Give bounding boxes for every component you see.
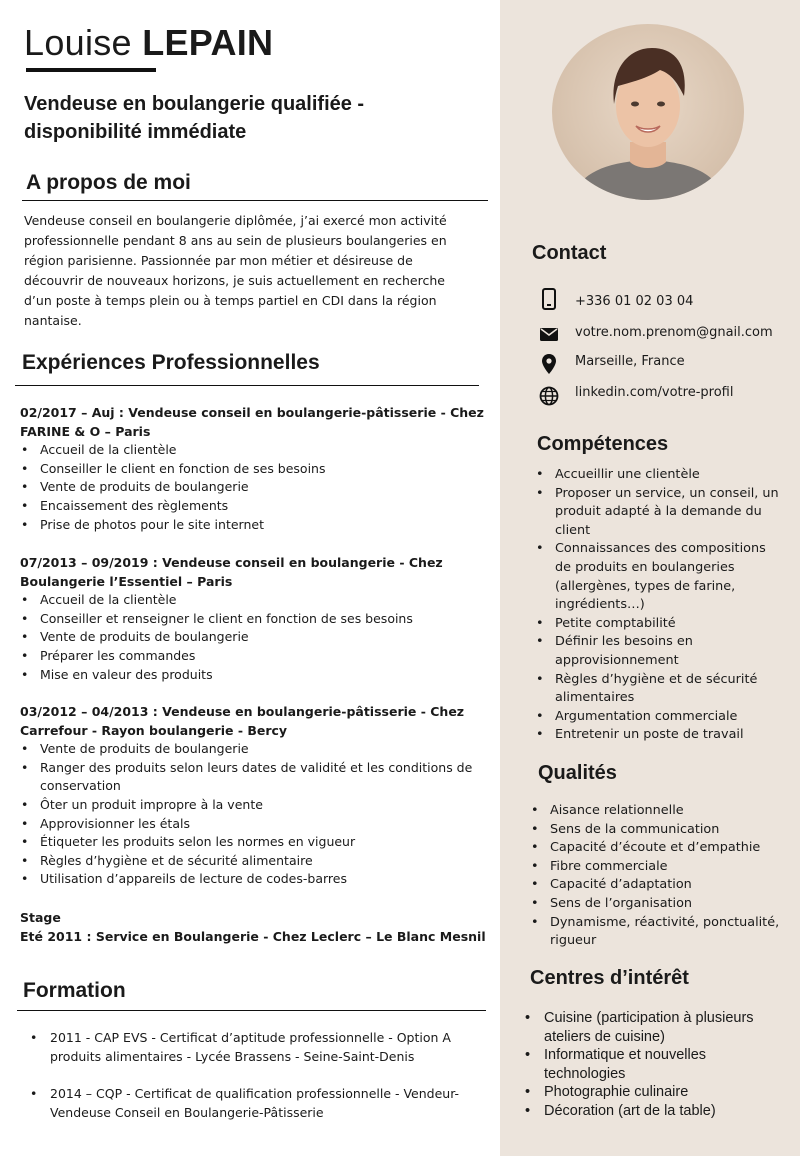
phone-text: +336 01 02 03 04: [575, 294, 694, 309]
task-item: • Conseiller le client en fonction de ses besoins: [20, 460, 498, 479]
interet-item: • Décoration (art de la table): [524, 1102, 789, 1121]
interet-item: • Informatique et nouvelles technologies: [524, 1046, 789, 1083]
competence-item: • Entretenir un poste de travail: [535, 726, 785, 745]
task-item: • Approvisionner les étals: [20, 815, 498, 834]
task-item: • Encaissement des règlements: [20, 497, 498, 516]
about-text: Vendeuse conseil en boulangerie diplômée, j’ai exercé mon activité professionnelle pendant 8 ans au sein de plusieurs boulangeries en région parisienne. Passionnée par mon métier et désireuse de découvrir de nouveaux horizons, je suis actuellement en recherche d’un poste à temps plein ou à temps partiel en CDI dans la région nantaise.: [24, 213, 447, 328]
contact-linkedin: [538, 385, 788, 409]
competences-heading: Compétences: [537, 433, 669, 455]
experience-entry: [20, 404, 498, 534]
mail-icon: [538, 323, 560, 345]
task-item: • Vente de produits de boulangerie: [20, 740, 498, 759]
qualite-item: • Aisance relationnelle: [530, 802, 790, 821]
last-name: LEPAIN: [142, 22, 274, 63]
task-list: [20, 591, 498, 684]
contact-location: [538, 353, 788, 377]
task-item: • Étiqueter les produits selon les normes en vigueur: [20, 833, 498, 852]
profile-photo: [552, 24, 744, 200]
experience-title: 03/2012 – 04/2013 : Vendeuse en boulangerie-pâtisserie - Chez Carrefour - Rayon boulangerie - Bercy: [20, 704, 465, 738]
interets-heading: Centres d’intérêt: [530, 967, 689, 989]
stage-text: Eté 2011 : Service en Boulangerie - Chez Leclerc – Le Blanc Mesnil: [20, 928, 486, 944]
qualite-item: • Dynamisme, réactivité, ponctualité, rigueur: [530, 914, 790, 951]
experience-heading: Expériences Professionnelles: [22, 351, 320, 374]
interet-item: • Photographie culinaire: [524, 1083, 789, 1102]
first-name: Louise: [24, 22, 132, 63]
qualite-item: • Fibre commerciale: [530, 858, 790, 877]
task-item: • Vente de produits de boulangerie: [20, 478, 498, 497]
competences-list: [535, 466, 785, 745]
task-list: [20, 441, 498, 534]
phone-icon: [538, 288, 560, 310]
contact-heading: Contact: [532, 242, 607, 264]
competence-item: • Connaissances des compositions de produits en boulangeries (allergènes, types de farine, ingrédients…): [535, 540, 785, 614]
qualites-list: [530, 802, 790, 951]
bullet: •: [30, 1030, 38, 1045]
task-item: • Accueil de la clientèle: [20, 591, 498, 610]
task-item: • Accueil de la clientèle: [20, 441, 498, 460]
competence-item: • Petite comptabilité: [535, 615, 785, 634]
interets-list: [524, 1009, 789, 1121]
competence-item: • Proposer un service, un conseil, un produit adapté à la demande du client: [535, 485, 785, 541]
competence-item: • Définir les besoins en approvisionnement: [535, 633, 785, 670]
email-text: votre.nom.prenom@gnail.com: [575, 325, 773, 340]
experience-entry: [20, 554, 498, 684]
contact-phone: [538, 288, 788, 312]
globe-icon: [538, 385, 560, 407]
task-item: • Ranger des produits selon leurs dates de validité et les conditions de conservation: [20, 759, 498, 796]
about-divider: [22, 200, 488, 201]
experience-title: 02/2017 – Auj : Vendeuse conseil en boulangerie-pâtisserie - Chez FARINE & O – Paris: [20, 405, 484, 439]
task-item: • Mise en valeur des produits: [20, 666, 498, 685]
about-heading: A propos de moi: [26, 171, 191, 194]
bullet: •: [30, 1086, 38, 1101]
formation-item: [30, 1028, 500, 1066]
location-pin-icon: [538, 353, 560, 375]
qualite-item: • Sens de l’organisation: [530, 895, 790, 914]
formation-heading: Formation: [23, 979, 126, 1002]
stage-entry: [20, 909, 498, 946]
stage-label: Stage: [20, 910, 61, 925]
experience-title: 07/2013 – 09/2019 : Vendeuse conseil en boulangerie - Chez Boulangerie l’Essentiel – Paris: [20, 555, 443, 589]
task-item: • Vente de produits de boulangerie: [20, 628, 498, 647]
portrait-illustration: [552, 24, 744, 200]
linkedin-text: linkedin.com/votre-profil: [575, 385, 734, 400]
candidate-name: [24, 22, 273, 64]
task-list: [20, 740, 498, 889]
task-item: • Règles d’hygiène et de sécurité alimentaire: [20, 852, 498, 871]
experience-divider: [15, 385, 479, 386]
qualites-heading: Qualités: [538, 762, 617, 784]
formation-item: [30, 1084, 500, 1122]
contact-email: [538, 323, 788, 347]
formation-divider: [17, 1010, 486, 1011]
task-item: • Prise de photos pour le site internet: [20, 516, 498, 535]
task-item: • Utilisation d’appareils de lecture de codes-barres: [20, 870, 498, 889]
interet-item: • Cuisine (participation à plusieurs ateliers de cuisine): [524, 1009, 789, 1046]
task-item: • Préparer les commandes: [20, 647, 498, 666]
competence-item: • Argumentation commerciale: [535, 708, 785, 727]
competence-item: • Règles d’hygiène et de sécurité alimentaires: [535, 671, 785, 708]
experience-entry: [20, 703, 498, 889]
formation-text: 2014 – CQP - Certificat de qualification professionnelle - Vendeur-Vendeuse Conseil en Boulangerie-Pâtisserie: [50, 1086, 460, 1120]
task-item: • Conseiller et renseigner le client en fonction de ses besoins: [20, 610, 498, 629]
formation-text: 2011 - CAP EVS - Certificat d’aptitude professionnelle - Option A produits alimentaires - Lycée Brassens - Seine-Saint-Denis: [50, 1030, 451, 1064]
job-title: Vendeuse en boulangerie qualifiée - disponibilité immédiate: [24, 93, 365, 143]
qualite-item: • Capacité d’adaptation: [530, 876, 790, 895]
competence-item: • Accueillir une clientèle: [535, 466, 785, 485]
location-text: Marseille, France: [575, 354, 685, 369]
qualite-item: • Capacité d’écoute et d’empathie: [530, 839, 790, 858]
qualite-item: • Sens de la communication: [530, 821, 790, 840]
name-underline: [26, 68, 156, 72]
task-item: • Ôter un produit impropre à la vente: [20, 796, 498, 815]
